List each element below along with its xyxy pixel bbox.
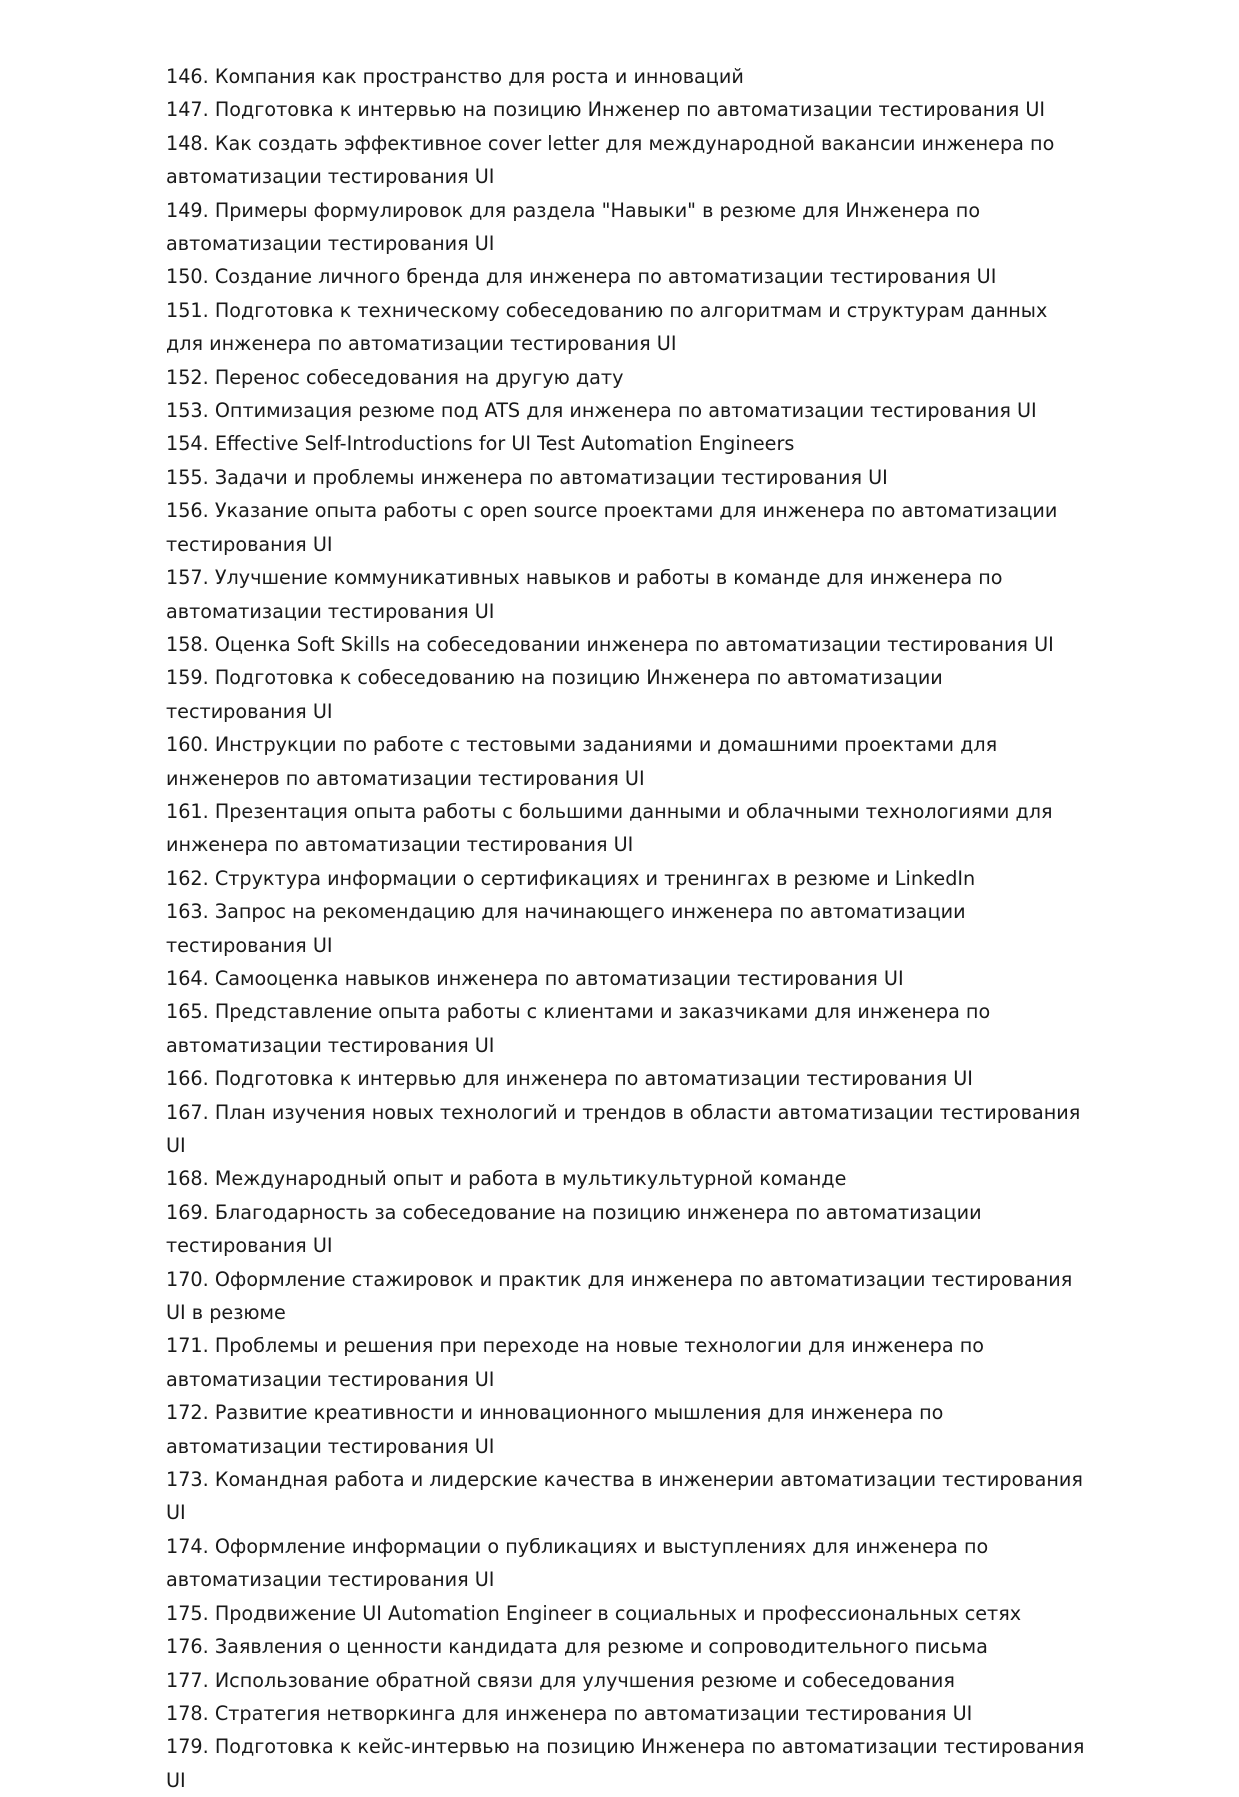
list-item: 155. Задачи и проблемы инженера по автоматизации тестирования UI xyxy=(166,465,888,489)
list-item: 162. Структура информации о сертификациях и тренингах в резюме и LinkedIn xyxy=(166,866,976,890)
list-item: 174. Оформление информации о публикациях и выступлениях для инженера по автоматизации тестирования UI xyxy=(166,1534,989,1592)
list-item: 160. Инструкции по работе с тестовыми заданиями и домашними проектами для инженеров по автоматизации тестирования UI xyxy=(166,733,998,790)
list-item: 161. Презентация опыта работы с большими данными и облачными технологиями для инженера по автоматизации тестирования UI xyxy=(166,799,1053,857)
list-item: 146. Компания как пространство для роста и инноваций xyxy=(166,65,744,88)
list-item: 156. Указание опыта работы с open source проектами для инженера по автоматизации тестирования UI xyxy=(166,499,1058,556)
list-item: 179. Подготовка к кейс-интервью на позицию Инженера по автоматизации тестирования UI xyxy=(166,1735,1085,1792)
list-item: 147. Подготовка к интервью на позицию Инженер по автоматизации тестирования UI xyxy=(166,98,1046,122)
list-item: 150. Создание личного бренда для инженера по автоматизации тестирования UI xyxy=(166,265,997,289)
list-item: 148. Как создать эффективное cover letter для международной вакансии инженера по автоматизации тестирования UI xyxy=(166,131,1055,189)
list-item: 167. План изучения новых технологий и трендов в области автоматизации тестирования UI xyxy=(166,1100,1081,1157)
list-item: 177. Использование обратной связи для улучшения резюме и собеседования xyxy=(166,1668,955,1692)
list-item: 168. Международный опыт и работа в мультикультурной команде xyxy=(166,1167,847,1191)
document-page xyxy=(166,60,1086,1797)
list-item: 163. Запрос на рекомендацию для начинающего инженера по автоматизации тестирования UI xyxy=(166,900,966,957)
table-of-contents-list xyxy=(166,60,1086,1797)
list-item: 151. Подготовка к техническому собеседованию по алгоритмам и структурам данных для инженера по автоматизации тестирования UI xyxy=(166,298,1048,356)
list-item: 149. Примеры формулировок для раздела "Навыки" в резюме для Инженера по автоматизации тестирования UI xyxy=(166,198,981,256)
list-item: 173. Командная работа и лидерские качества в инженерии автоматизации тестирования UI xyxy=(166,1468,1083,1525)
list-item: 175. Продвижение UI Automation Engineer в социальных и профессиональных сетях xyxy=(166,1601,1022,1625)
list-item: 172. Развитие креативности и инновационного мышления для инженера по автоматизации тестирования UI xyxy=(166,1401,944,1458)
list-item: 176. Заявления о ценности кандидата для резюме и сопроводительного письма xyxy=(166,1635,988,1659)
list-item: 152. Перенос собеседования на другую дату xyxy=(166,365,624,389)
list-item: 178. Стратегия нетворкинга для инженера по автоматизации тестирования UI xyxy=(166,1701,973,1725)
list-item: 171. Проблемы и решения при переходе на новые технологии для инженера по автоматизации тестирования UI xyxy=(166,1334,984,1391)
list-item: 166. Подготовка к интервью для инженера по автоматизации тестирования UI xyxy=(166,1067,973,1091)
list-item: 157. Улучшение коммуникативных навыков и работы в команде для инженера по автоматизации тестирования UI xyxy=(166,566,1003,623)
list-item: 164. Самооценка навыков инженера по автоматизации тестирования UI xyxy=(166,966,904,990)
list-item: 170. Оформление стажировок и практик для инженера по автоматизации тестирования UI в резюме xyxy=(166,1267,1073,1325)
list-item: 159. Подготовка к собеседованию на позицию Инженера по автоматизации тестирования UI xyxy=(166,666,943,723)
list-item: 169. Благодарность за собеседование на позицию инженера по автоматизации тестирования UI xyxy=(166,1200,982,1258)
list-item: 165. Представление опыта работы с клиентами и заказчиками для инженера по автоматизации тестирования UI xyxy=(166,1000,991,1057)
list-item: 153. Оптимизация резюме под ATS для инженера по автоматизации тестирования UI xyxy=(166,399,1037,423)
list-item: 158. Оценка Soft Skills на собеседовании инженера по автоматизации тестирования UI xyxy=(166,632,1054,656)
list-item: 154. Effective Self-Introductions for UI Test Automation Engineers xyxy=(166,432,795,456)
